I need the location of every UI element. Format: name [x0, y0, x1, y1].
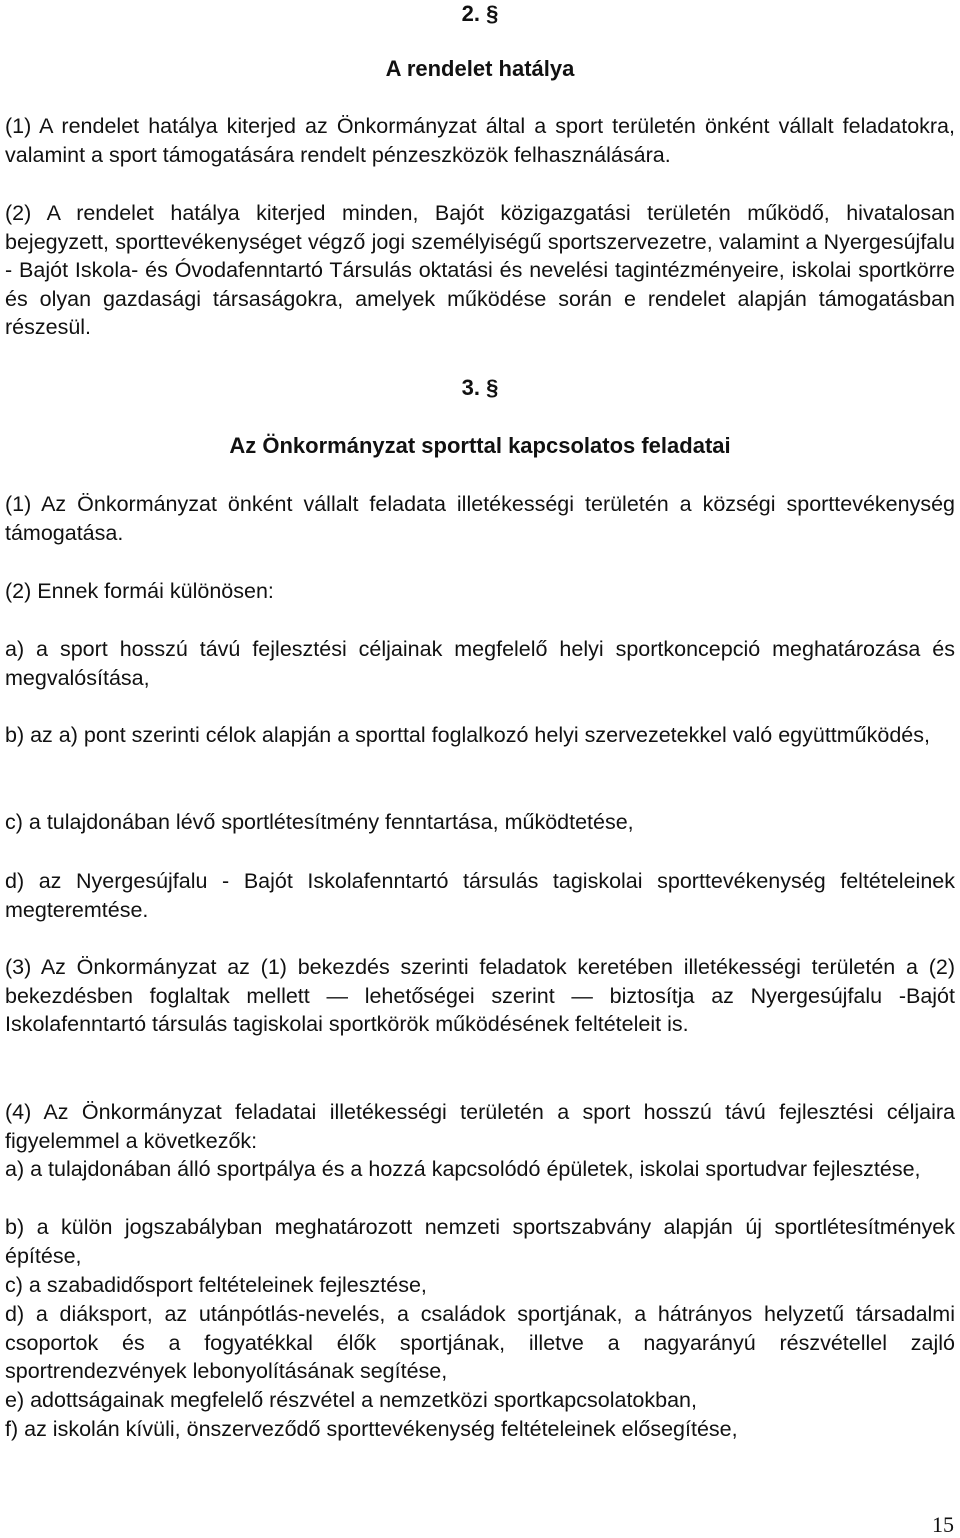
section-2-title: A rendelet hatálya — [385, 56, 575, 81]
section-3-item-d: d) az Nyergesújfalu - Bajót Iskolafenntartó társulás tagiskolai sporttevékenység feltételeinek megteremtése. — [5, 869, 955, 922]
section-2-paragraph-2: (2) A rendelet hatálya kiterjed minden, Bajót közigazgatási területén működő, hivatalosan bejegyzett, sporttevékenységet végző jogi személyiségű sportszervezetre, valamint a Nyergesújfalu - Bajót Iskola- és Óvodafenntartó Társulás oktatási és nevelési tagintézményeire, iskolai sportkörre és olyan gazdasági társaságokra, amelyek működése során e rendelet alapján támogatásban részesül. — [5, 201, 955, 339]
section-3-paragraph-4-item-b: b) a külön jogszabályban meghatározott nemzeti sportszabvány alapján új sportlétesítmények építése, — [5, 1215, 955, 1268]
section-3-number: 3. § — [461, 375, 499, 400]
section-3-title: Az Önkormányzat sporttal kapcsolatos feladatai — [229, 433, 731, 458]
section-3-paragraph-3: (3) Az Önkormányzat az (1) bekezdés szerinti feladatok keretében illetékességi területén a (2) bekezdésben foglaltak mellett — lehetőségei szerint — biztosítja az Nyergesújfalu -Bajót Iskolafenntartó társulás tagiskolai sportkörök működésének feltételeit is. — [5, 955, 955, 1036]
section-2-paragraph-1: (1) A rendelet hatálya kiterjed az Önkormányzat által a sport területén önként vállalt feladatokra, valamint a sport támogatására rendelt pénzeszközök felhasználására. — [5, 114, 955, 167]
section-3-item-b: b) az a) pont szerinti célok alapján a sporttal foglalkozó helyi szervezetekkel való együttműködés, — [5, 723, 930, 747]
section-3-paragraph-4-item-f: f) az iskolán kívüli, önszerveződő sporttevékenység feltételeinek elősegítése, — [5, 1417, 738, 1441]
section-3-item-a: a) a sport hosszú távú fejlesztési céljainak megfelelő helyi sportkoncepció meghatározása és megvalósítása, — [5, 637, 955, 690]
page-number: 15 — [932, 1512, 954, 1537]
section-3-paragraph-4-item-c: c) a szabadidősport feltételeinek fejlesztése, — [5, 1273, 427, 1297]
section-3-item-c: c) a tulajdonában lévő sportlétesítmény fenntartása, működtetése, — [5, 810, 634, 834]
section-3-paragraph-2: (2) Ennek formái különösen: — [5, 579, 274, 603]
section-3-paragraph-4-item-a: a) a tulajdonában álló sportpálya és a hozzá kapcsolódó épületek, iskolai sportudvar fejlesztése, — [5, 1157, 921, 1181]
section-2-number: 2. § — [461, 1, 499, 26]
section-3-paragraph-4-item-e: e) adottságainak megfelelő részvétel a nemzetközi sportkapcsolatokban, — [5, 1388, 697, 1412]
section-3-paragraph-1: (1) Az Önkormányzat önként vállalt feladata illetékességi területén a községi sporttevékenység támogatása. — [5, 492, 955, 545]
section-3-paragraph-4: (4) Az Önkormányzat feladatai illetékességi területén a sport hosszú távú fejlesztési céljaira figyelemmel a következők: — [5, 1100, 955, 1153]
section-3-paragraph-4-item-d: d) a diáksport, az utánpótlás-nevelés, a családok sportjának, a hátrányos helyzetű társadalmi csoportok és a fogyatékkal élők sportjának, illetve a nagyarányú részvétellel zajló sportrendezvények lebonyolításának segítése, — [5, 1302, 955, 1383]
